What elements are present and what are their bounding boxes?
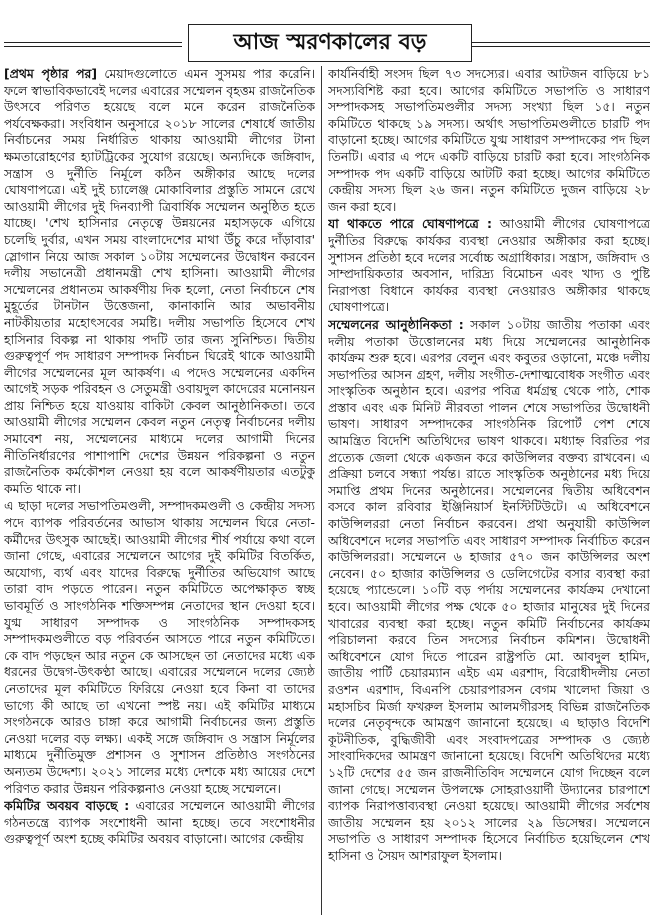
paragraph: [4, 498, 315, 797]
header-rule-left: [4, 42, 182, 43]
header-rule-right-lower: [458, 46, 650, 47]
headline-band: [0, 22, 654, 64]
paragraph-text: মেয়াদগুলোতে এমন সুসময় পার করেনি। ফলে স্বাভাবিকভাবেই দলের এবারের সম্মেলন বৃহত্তম রাজনৈতিক উৎসবে পরিণত হয়েছে বলে মনে করেন রাজনৈতিক পর্যবেক্ষকরা। সংবিধান অনুসারে ২০১৮ সালের শেষার্ধে জাতীয় নির্বাচনের সময় নির্ধারিত থাকায় আওয়ামী লীগের টানা ক্ষমতারোহণের হ্যাটট্রিকের সুযোগ রয়েছে। অন্যদিকে জঙ্গিবাদ, সন্ত্রাস ও দুর্নীতি নির্মূলে কঠিন অঙ্গীকার আছে দলের ঘোষণাপত্রে। এই দুই চ্যালেঞ্জ মোকাবিলার প্রস্তুতি সামনে রেখে আওয়ামী লীগের দুই দিনব্যাপী ত্রিবার্ষিক সম্মেলন অনুষ্ঠিত হতে যাচ্ছে। 'শেখ হাসিনার নেতৃত্বে উন্নয়নের মহাসড়কে এগিয়ে চলেছি দুর্বার, এখন সময় বাংলাদেশের মাথা উঁচু করে দাঁড়াবার' স্লোগান নিয়ে আজ সকাল ১০টায় সম্মেলনের উদ্বোধন করবেন দলীয় সভানেত্রী প্রধানমন্ত্রী শেখ হাসিনা। আওয়ামী লীগের সম্মেলনের প্রধানতম আকর্ষণীয় দিক হলো, নেতা নির্বাচনে শেষ মুহূর্তের টানটান উত্তেজনা, কানাকানি আর অভাবনীয় নাটকীয়তার মহোৎসবের সমষ্টি। দলীয় সভাপতি হিসেবে শেখ হাসিনার বিকল্প না থাকায় পদটি তার জন্য সুনিশ্চিত। দ্বিতীয় গুরুত্বপূর্ণ পদ সাধারণ সম্পাদক নির্বাচন ঘিরেই থাকে আওয়ামী লীগের সম্মেলনের মূল আকর্ষণ। এ পদেও সম্মেলনের একদিন আগেই সড়ক পরিবহন ও সেতুমন্ত্রী ওবায়দুল কাদেরের মনোনয়ন প্রায় নিশ্চিত হয়ে যাওয়ায় বাকিটা কেবল আনুষ্ঠানিকতা। তবে আওয়ামী লীগের সম্মেলন কেবল নতুন নেতৃত্ব নির্বাচনের দলীয় সমাবেশ নয়, সম্মেলনের মাধ্যমে দলের আগামী দিনের নীতিনির্ধারণের পাশাপাশি দেশের উন্নয়ন পরিকল্পনা ও নতুন রাজনৈতিক কর্মকৌশল নেওয়া হয় বলে আকর্ষণীয়তার এতটুকু কমতি থাকে না।: [4, 66, 315, 496]
column-divider: [321, 66, 322, 915]
header-rule-right: [458, 42, 650, 43]
paragraph-kicker: সম্মেলনের আনুষ্ঠানিকতা :: [328, 316, 464, 332]
paragraph: [328, 66, 650, 215]
paragraph-text: এবারের সম্মেলনে আওয়ামী লীগের গঠনতন্ত্রে ব্যাপক সংশোধনী আনা হচ্ছে। তবে সংশোধনীর গুরুত্বপূর্ণ অংশ হচ্ছে কমিটির অবয়ব বাড়ানো। আগের কেন্দ্রীয়: [4, 798, 315, 847]
left-column: [4, 66, 315, 917]
paragraph-text: সকাল ১০টায় জাতীয় পতাকা এবং দলীয় পতাকা উত্তোলনের মধ্য দিয়ে সম্মেলনের আনুষ্ঠানিক কার্যক্রম শুরু হবে। এরপর বেলুন এবং কবুতর ওড়ানো, মঞ্চে দলীয় সভাপতির আসন গ্রহণ, দলীয় সংগীত-দেশাত্মবোধক সংগীত এবং সাংস্কৃতিক অনুষ্ঠান হবে। এরপর পবিত্র ধর্মগ্রন্থ থেকে পাঠ, শোক প্রস্তাব এবং এক মিনিট নীরবতা পালন শেষে সভাপতির উদ্বোধনী ভাষণ। সাধারণ সম্পাদকের সাংগঠনিক রিপোর্ট পেশ শেষে আমন্ত্রিত বিদেশি অতিথিদের ভাষণ থাকবে। মধ্যাহ্ন বিরতির পর প্রত্যেক জেলা থেকে একজন করে কাউন্সিলর বক্তব্য রাখবেন। এ প্রক্রিয়া চলবে সন্ধ্যা পর্যন্ত। রাতে সাংস্কৃতিক অনুষ্ঠানের মধ্য দিয়ে সমাপ্তি প্রথম দিনের অনুষ্ঠানের। সম্মেলনের দ্বিতীয় অধিবেশন বসবে কাল রবিবার ইঞ্জিনিয়ার্স ইনস্টিটিউটে। এ অধিবেশনে কাউন্সিলররা নেতা নির্বাচন করবেন। প্রথা অনুযায়ী কাউন্সিল অধিবেশনে দলের সভাপতি এবং সাধারণ সম্পাদক নির্বাচিত করেন কাউন্সিলররা। সম্মেলনে ৬ হাজার ৫৭০ জন কাউন্সিলর অংশ নেবেন। ৫০ হাজার কাউন্সিলর ও ডেলিগেটের বসার ব্যবস্থা করা হয়েছে প্যান্ডেলে। ১০টি বড় পর্দায় সম্মেলনের কার্যক্রম দেখানো হবে। আওয়ামী লীগের পক্ষ থেকে ৫০ হাজার মানুষের দুই দিনের খাবারের ব্যবস্থা করা হচ্ছে। নতুন কমিটি নির্বাচনের কার্যক্রম পরিচালনা করবে তিন সদস্যের নির্বাচন কমিশন। উদ্বোধনী অধিবেশনে যোগ দিতে পারেন রাষ্ট্রপতি মো. আবদুল হামিদ, জাতীয় পার্টি চেয়ারম্যান এইচ এম এরশাদ, বিরোধীদলীয় নেতা রওশন এরশাদ, বিএনপি চেয়ারপারসন বেগম খালেদা জিয়া ও মহাসচিব মির্জা ফখরুল ইসলাম আলমগীরসহ বিভিন্ন রাজনৈতিক দলের নেতৃবৃন্দকে আমন্ত্রণ জানানো হয়েছে। এ ছাড়াও বিদেশি কূটনীতিক, বুদ্ধিজীবী এবং সংবাদপত্রের সম্পাদক ও জ্যেষ্ঠ সাংবাদিকদের আমন্ত্রণ জানানো হয়েছে। বিদেশি অতিথিদের মধ্যে ১২টি দেশের ৫৫ জন রাজনীতিবিদ সম্মেলনে যোগ দিচ্ছেন বলে জানা গেছে। সম্মেলন উপলক্ষে সোহরাওয়ার্দী উদ্যানের চারপাশে ব্যাপক নিরাপত্তাব্যবস্থা নেওয়া হয়েছে। আওয়ামী লীগের সর্বশেষ জাতীয় সম্মেলন হয় ২০১২ সালের ২৯ ডিসেম্বর। সম্মেলনে সভাপতি ও সাধারণ সম্পাদক হিসেবে নির্বাচিত হয়েছিলেন শেখ হাসিনা ও সৈয়দ আশরাফুল ইসলাম।: [328, 316, 650, 863]
paragraph-kicker: [প্রথম পৃষ্ঠার পর]: [4, 66, 98, 81]
header-rule-left-lower: [4, 46, 182, 47]
paragraph-text: কার্যনির্বাহী সংসদ ছিল ৭৩ সদস্যের। এবার আটজন বাড়িয়ে ৮১ সদস্যবিশিষ্ট করা হবে। আগের কমিটিতে সভাপতি ও সাধারণ সম্পাদকসহ সভাপতিমণ্ডলীর সদস্য সংখ্যা ছিল ১৫। নতুন কমিটিতে থাকছে ১৯ সদস্য। অর্থাৎ সভাপতিমণ্ডলীতে চারটি পদ বাড়ানো হচ্ছে। আগের কমিটিতে যুগ্ম সাধারণ সম্পাদকের পদ ছিল তিনটি। এবার এ পদে একটি বাড়িয়ে চারটি করা হবে। সাংগঠনিক সম্পাদক পদ একটি বাড়িয়ে আটটি করা হচ্ছে। আগের কমিটিতে কেন্দ্রীয় সদস্য ছিল ২৬ জন। নতুন কমিটিতে দুজন বাড়িয়ে ২৮ জন করা হবে।: [328, 66, 650, 214]
article-headline: আজ স্মরণকালের বড়: [188, 24, 472, 62]
paragraph-text: এ ছাড়া দলের সভাপতিমণ্ডলী, সম্পাদকমণ্ডলী ও কেন্দ্রীয় সদস্য পদে ব্যাপক পরিবর্তনের আভাস থাকায় সম্মেলন ঘিরে নেতা-কর্মীদের উৎসুক আছেই। আওয়ামী লীগের শীর্ষ পর্যায়ে কথা বলে জানা গেছে, এবারের সম্মেলনে আগের দুই কমিটির বিতর্কিত, অযোগ্য, ব্যর্থ এবং যাদের বিরুদ্ধে দুর্নীতির অভিযোগ আছে তারা বাদ পড়তে পারেন। নতুন কমিটিতে অপেক্ষাকৃত স্বচ্ছ ভাবমূর্তি ও সাংগঠনিক শক্তিসম্পন্ন নেতাদের স্থান দেওয়া হবে। যুগ্ম সাধারণ সম্পাদক ও সাংগঠনিক সম্পাদকসহ সম্পাদকমণ্ডলীতে বড় পরিবর্তন আসতে পারে নতুন কমিটিতে। কে বাদ পড়ছেন আর নতুন কে আসছেন তা নেতাদের মধ্যে এক ধরনের উদ্বেগ-উৎকণ্ঠা আছে। এবারের সম্মেলনে দলের জ্যেষ্ঠ নেতাদের মূল কমিটিতে ফিরিয়ে নেওয়া হবে কিনা বা তাদের ভাগ্যে কী আছে তা এখনো স্পষ্ট নয়। এই কমিটির মাধ্যমে সংগঠনকে আরও চাঙ্গা করে আগামী নির্বাচনের জন্য প্রস্তুতি নেওয়া দলের বড় লক্ষ্য। একই সঙ্গে জঙ্গিবাদ ও সন্ত্রাস নির্মূলের মাধ্যমে দুর্নীতিমুক্ত প্রশাসন ও সুশাসন প্রতিষ্ঠাও সংগঠনের অন্যতম উদ্দেশ্য। ২০২১ সালের মধ্যে দেশকে মধ্য আয়ের দেশে পরিণত করার উন্নয়ন পরিকল্পনাও নেওয়া হচ্ছে সম্মেলনে।: [4, 498, 315, 796]
paragraph: [328, 317, 650, 865]
paragraph-kicker: যা থাকতে পারে ঘোষণাপত্রে :: [328, 216, 492, 232]
paragraph: [4, 798, 315, 848]
paragraph: [4, 66, 315, 497]
paragraph-text: আওয়ামী লীগের ঘোষণাপত্রে দুর্নীতির বিরুদ্ধে কার্যকর ব্যবস্থা নেওয়ার অঙ্গীকার করা হচ্ছে। সুশাসন প্রতিষ্ঠা হবে দলের সর্বোচ্চ অগ্রাধিকার। সন্ত্রাস, জঙ্গিবাদ ও সাম্প্রদায়িকতার অবসান, দারিদ্র্য বিমোচন এবং খাদ্য ও পুষ্টি নিরাপত্তা বিধানে কার্যকর ব্যবস্থা নেওয়ারও অঙ্গীকার থাকছে ঘোষণাপত্রে।: [328, 216, 650, 315]
right-column: [328, 66, 650, 917]
paragraph-kicker: কমিটির অবয়ব বাড়ছে :: [4, 798, 130, 814]
paragraph: [328, 216, 650, 316]
